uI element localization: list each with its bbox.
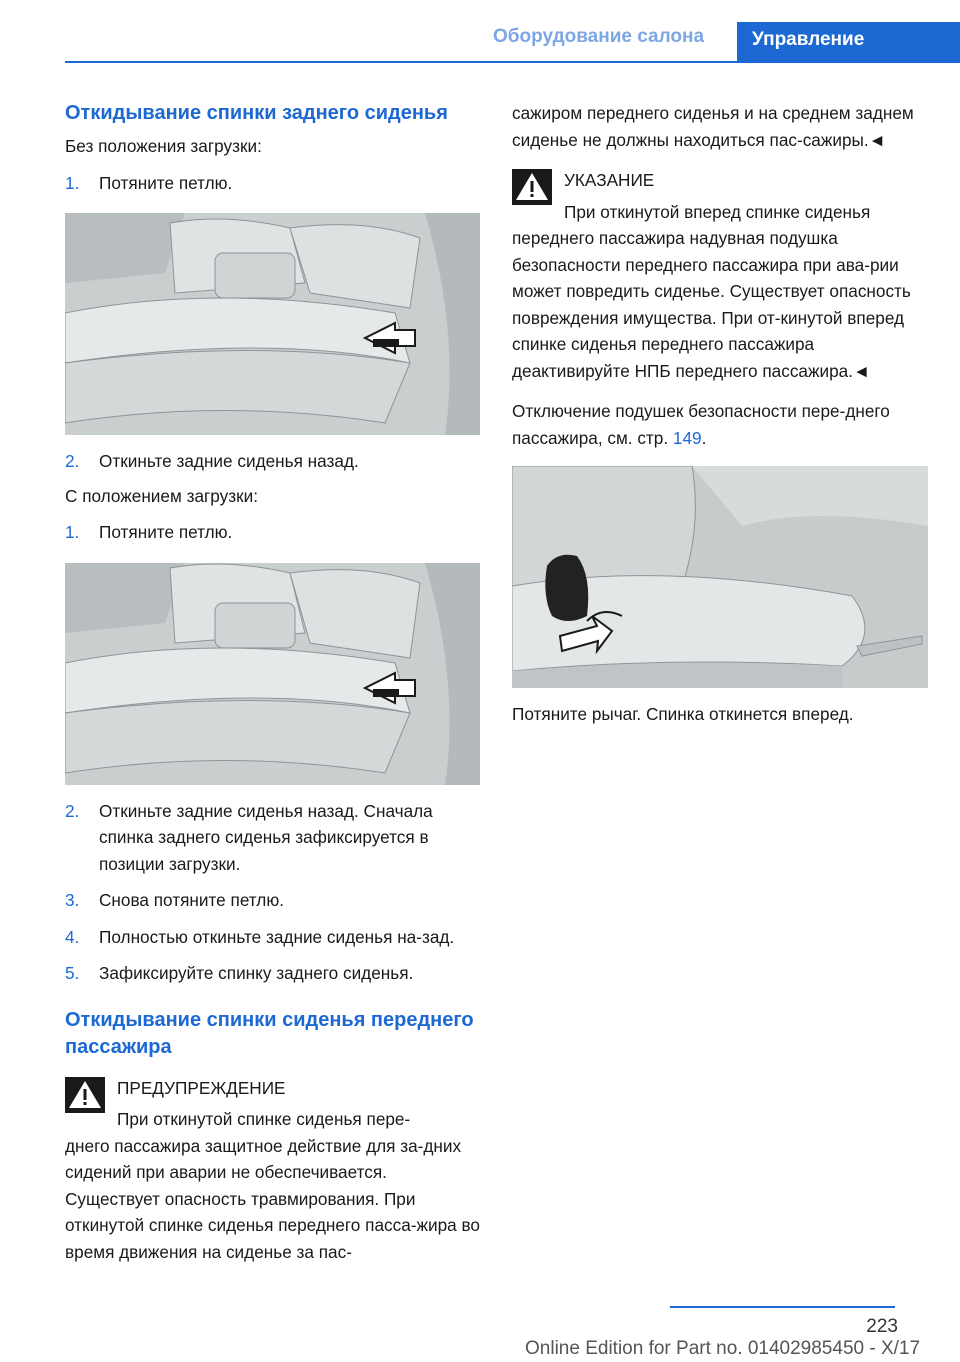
front-seat-lever-image — [512, 466, 928, 688]
step-number: 2. — [65, 451, 80, 471]
rear-seat-image-1 — [65, 213, 480, 435]
step-text: Откиньте задние сиденья назад. — [99, 451, 359, 471]
step-text: Снова потяните петлю. — [99, 890, 284, 910]
heading-rear-seat: Откидывание спинки заднего сиденья — [65, 102, 448, 124]
chapter-tab[interactable]: Управление — [737, 22, 960, 62]
rear-seat-image-2 — [65, 563, 480, 785]
steps-list — [65, 448, 480, 475]
page-header — [0, 0, 960, 64]
list-item — [65, 924, 480, 951]
step-text: Потяните петлю. — [99, 522, 233, 542]
warning-block — [65, 1075, 480, 1266]
steps-list — [65, 519, 480, 546]
figure-caption: Потяните рычаг. Спинка откинется вперед. — [512, 704, 854, 724]
step-text: Откиньте задние сиденья назад. Сначала спинка заднего сиденья зафиксируется в позиции загрузки. — [99, 800, 433, 874]
steps-list — [65, 798, 480, 987]
steps-list — [65, 170, 480, 197]
step-text: Зафиксируйте спинку заднего сиденья. — [99, 963, 414, 983]
right-column — [512, 100, 928, 728]
warning-text: днего пассажира защитное действие для за-дних сидений при аварии не обеспечивается. Существует опасность травмирования. При откинутой спинке сиденья переднего пасса-жира во время движения на сиденье за пас- — [65, 1135, 480, 1262]
step-number: 3. — [65, 890, 80, 910]
header-rule — [65, 61, 960, 63]
airbag-reference-text: Отключение подушек безопасности пере-днего пассажира, см. стр. — [512, 401, 890, 448]
warning-title: ПРЕДУПРЕЖДЕНИЕ — [117, 1077, 286, 1098]
list-item — [65, 798, 480, 878]
list-item — [65, 170, 480, 197]
list-item — [65, 887, 480, 914]
left-column — [65, 100, 480, 1265]
step-number: 1. — [65, 522, 80, 542]
list-item — [65, 960, 480, 987]
notice-block — [512, 167, 928, 384]
notice-text: переднего пассажира надувная подушка безопасности переднего пассажира при ава-рии может повредить сиденье. Существует опасность повреждения имущества. При от-кинутой вперед спинке сиденья переднего пассажира деактивируйте НПБ переднего пассажира.◄ — [512, 228, 911, 381]
heading-front-seat: Откидывание спинки сиденья переднего пассажира — [65, 1008, 474, 1058]
list-item — [65, 448, 480, 475]
footer-rule — [670, 1306, 895, 1308]
list-item — [65, 519, 480, 546]
airbag-reference — [512, 398, 928, 451]
step-text: Потяните петлю. — [99, 172, 233, 193]
intro-no-cargo: Без положения загрузки: — [65, 136, 262, 156]
intro-with-cargo: С положением загрузки: — [65, 485, 259, 506]
page-number: 223 — [866, 1316, 898, 1337]
page-link[interactable]: 149 — [672, 427, 702, 448]
step-number: 4. — [65, 926, 80, 947]
step-number: 2. — [65, 800, 80, 821]
warning-text-first-line: При откинутой спинке сиденья пере- — [117, 1109, 411, 1129]
airbag-reference-end: . — [701, 427, 707, 448]
notice-title: УКАЗАНИЕ — [564, 170, 655, 190]
notice-text-first-line: При откинутой вперед спинке сиденья — [564, 201, 871, 222]
warning-icon — [512, 169, 552, 205]
edition-note: Online Edition for Part no. 01402985450 - X/17 — [525, 1338, 921, 1359]
step-number: 5. — [65, 963, 80, 983]
step-number: 1. — [65, 172, 80, 193]
warning-continuation: сажиром переднего сиденья и на среднем заднем сиденье не должны находиться пас-сажиры.◄ — [512, 103, 914, 150]
warning-icon — [65, 1077, 105, 1113]
page-footer — [0, 1304, 960, 1362]
section-title[interactable]: Оборудование салона — [493, 26, 705, 47]
step-text: Полностью откиньте задние сиденья на-зад. — [99, 926, 455, 947]
